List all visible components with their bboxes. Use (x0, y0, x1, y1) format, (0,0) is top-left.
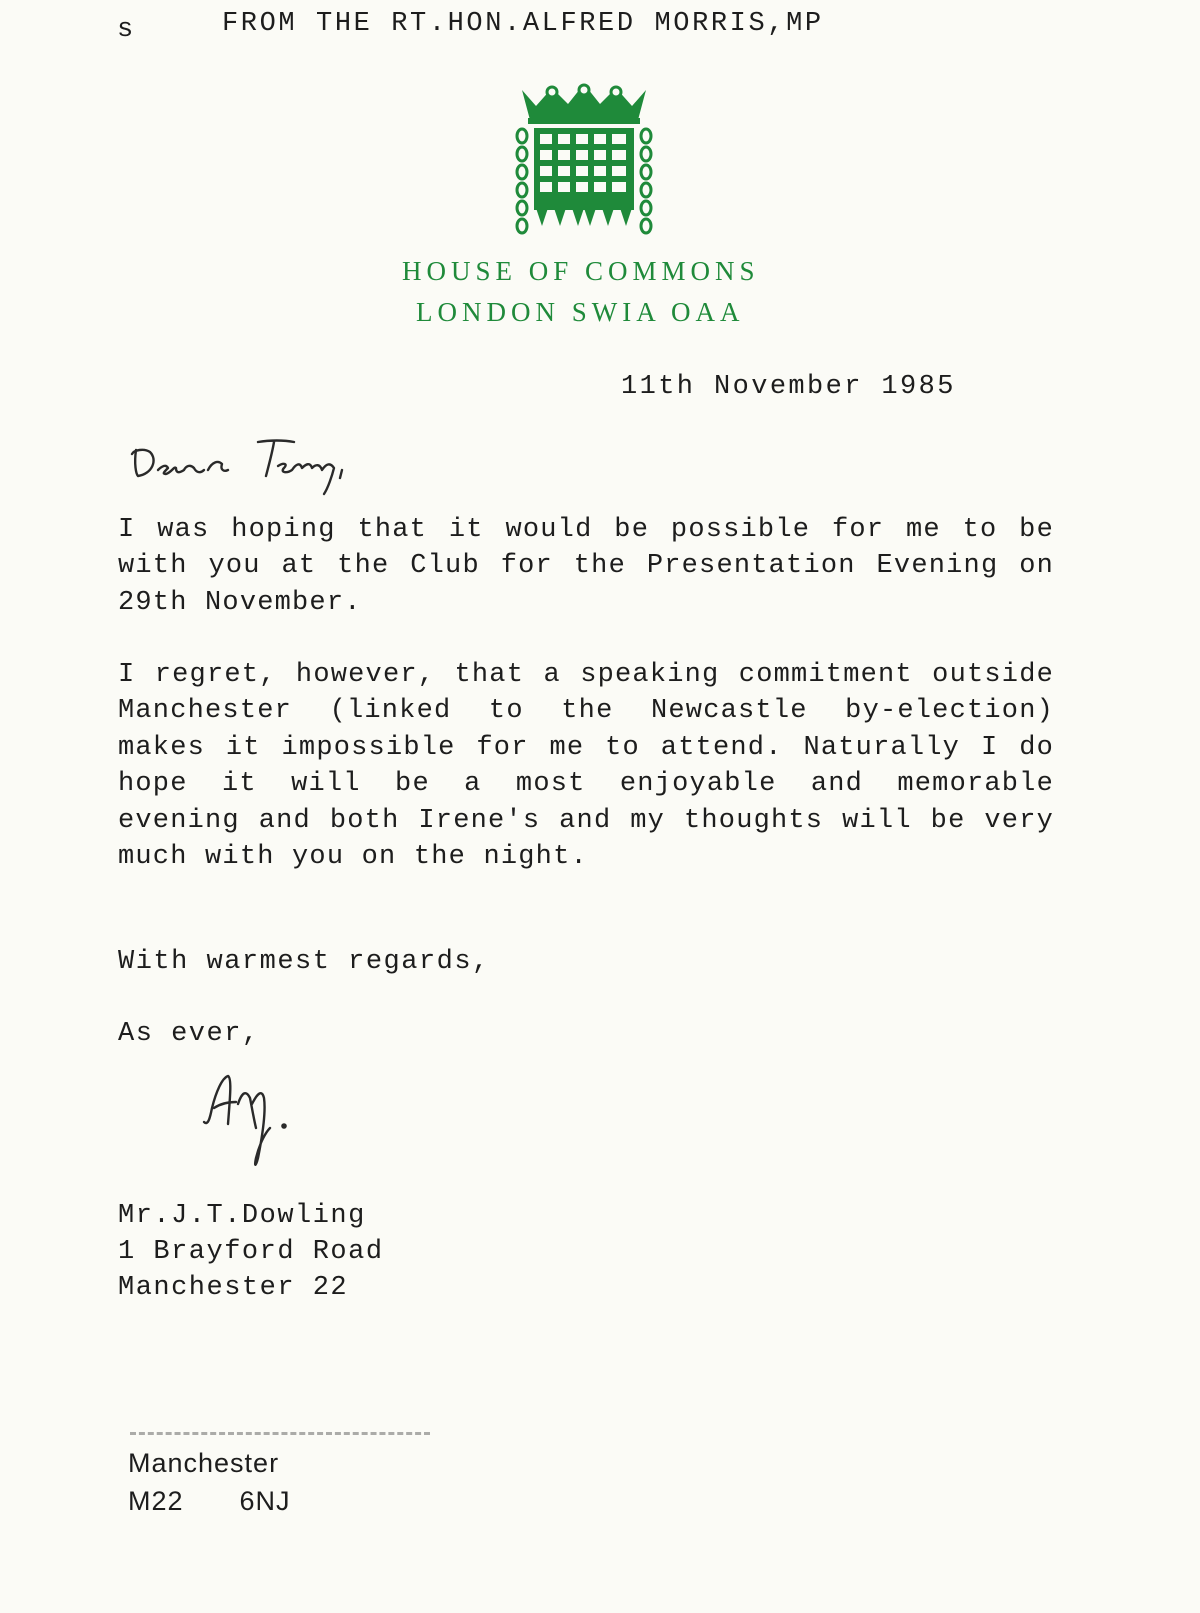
handwritten-salutation (128, 430, 388, 500)
body-paragraph-1: I was hoping that it would be possible for me to be with you at the Club for the Presentation Evening on 29th November. (118, 515, 1054, 618)
footer-cut-line (130, 1432, 430, 1439)
letterhead-name: HOUSE OF COMMONS (402, 256, 760, 286)
letterhead-address: LONDON SWIA OAA (416, 297, 745, 327)
portcullis-icon (514, 80, 654, 240)
postcode-outward: M22 (128, 1486, 184, 1516)
closing: With warmest regards, (118, 947, 490, 977)
signature (198, 1068, 308, 1178)
footer-address (128, 1444, 291, 1520)
corner-mark: s (117, 15, 135, 45)
from-line: FROM THE RT.HON.ALFRED MORRIS,MP (222, 9, 824, 39)
recipient-name: Mr.J.T.Dowling (118, 1201, 366, 1231)
recipient-city: Manchester 22 (118, 1273, 349, 1303)
recipient-street: 1 Brayford Road (118, 1237, 384, 1267)
postcode-inward: 6NJ (239, 1486, 291, 1516)
letter-date: 11th November 1985 (621, 372, 956, 402)
body-paragraph-2: I regret, however, that a speaking commitment outside Manchester (linked to the Newcastle by-election) makes it impossible for me to attend. Naturally I do hope it will be a most enjoyable and memorable evening and both Irene's and my thoughts will be very much with you on the night. (118, 660, 1054, 873)
recipient-address (118, 1198, 384, 1306)
footer-city: Manchester (128, 1448, 280, 1478)
footer-postcode (128, 1482, 291, 1520)
sign-off: As ever, (118, 1019, 260, 1049)
